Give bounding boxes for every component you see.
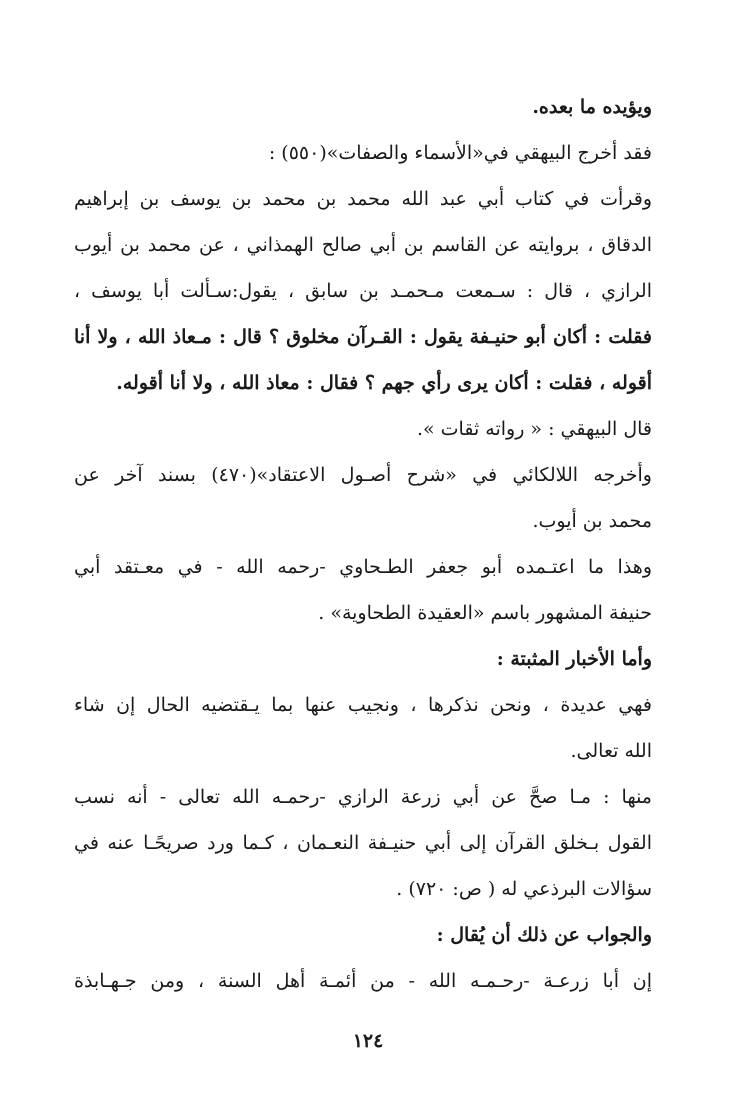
text-line-14: فهي عديدة ، ونحن نذكرها ، ونجيب عنها بما يـقتضيه الحال إن شاء	[74, 694, 652, 716]
text-line-13: وأما الأخبار المثبتة :	[496, 648, 652, 670]
text-line-11: وهذا ما اعتـمده أبو جعفر الطـحاوي -رحمه الله - في معـتقد أبي	[74, 556, 652, 578]
text-line-19: والجواب عن ذلك أن يُقال :	[436, 924, 652, 946]
text-line-7: أقوله ، فقلت : أكان يرى رأي جهم ؟ فقال : معاذ الله ، ولا أنا أقوله.	[116, 372, 652, 394]
text-line-18: سؤالات البرذعي له ( ص: ٧٢٠) .	[396, 878, 652, 900]
text-line-1: ويؤيده ما بعده.	[532, 96, 652, 118]
text-line-16: منها : مـا صحَّ عن أبي زرعة الرازي -رحمـه الله تعالى - أنه نسب	[74, 786, 652, 808]
text-line-6: فقلت : أكان أبو حنيـفة يقول : القـرآن مخلوق ؟ قال : مـعاذ الله ، ولا أنا	[74, 326, 652, 348]
text-line-5: الرازي ، قال : سـمعت مـحمـد بن سابق ، يقول:سـألت أبا يوسف ،	[74, 280, 652, 302]
text-line-12: حنيفة المشهور باسم «العقيدة الطحاوية» .	[318, 602, 652, 624]
text-line-15: الله تعالى.	[570, 740, 652, 762]
text-line-9: وأخرجه اللالكائي في «شرح أصـول الاعتقاد»(٤٧٠) بسند آخر عن	[74, 464, 652, 486]
text-line-3: وقرأت في كتاب أبي عبد الله محمد بن محمد بن يوسف بن إبراهيم	[74, 188, 652, 210]
text-line-8: قال البيهقي : « رواته ثقات ».	[416, 418, 652, 440]
page-number: ١٢٤	[352, 1030, 384, 1052]
text-line-10: محمد بن أيوب.	[532, 510, 652, 532]
text-line-17: القول بـخلق القرآن إلى أبي حنيـفة النعـمان ، كـما ورد صريحًـا عنه في	[74, 832, 652, 854]
text-line-2: فقد أخرج البيهقي في«الأسماء والصفات»(٥٥٠) :	[268, 142, 652, 164]
text-line-20: إن أبا زرعـة -رحـمـه الله - من أئمـة أهل السنة ، ومن جـهـابذة	[74, 970, 652, 992]
document-body	[74, 84, 652, 1004]
text-line-4: الدقاق ، بروايته عن القاسم بن أبي صالح الهمذاني ، عن محمد بن أيوب	[74, 234, 652, 256]
